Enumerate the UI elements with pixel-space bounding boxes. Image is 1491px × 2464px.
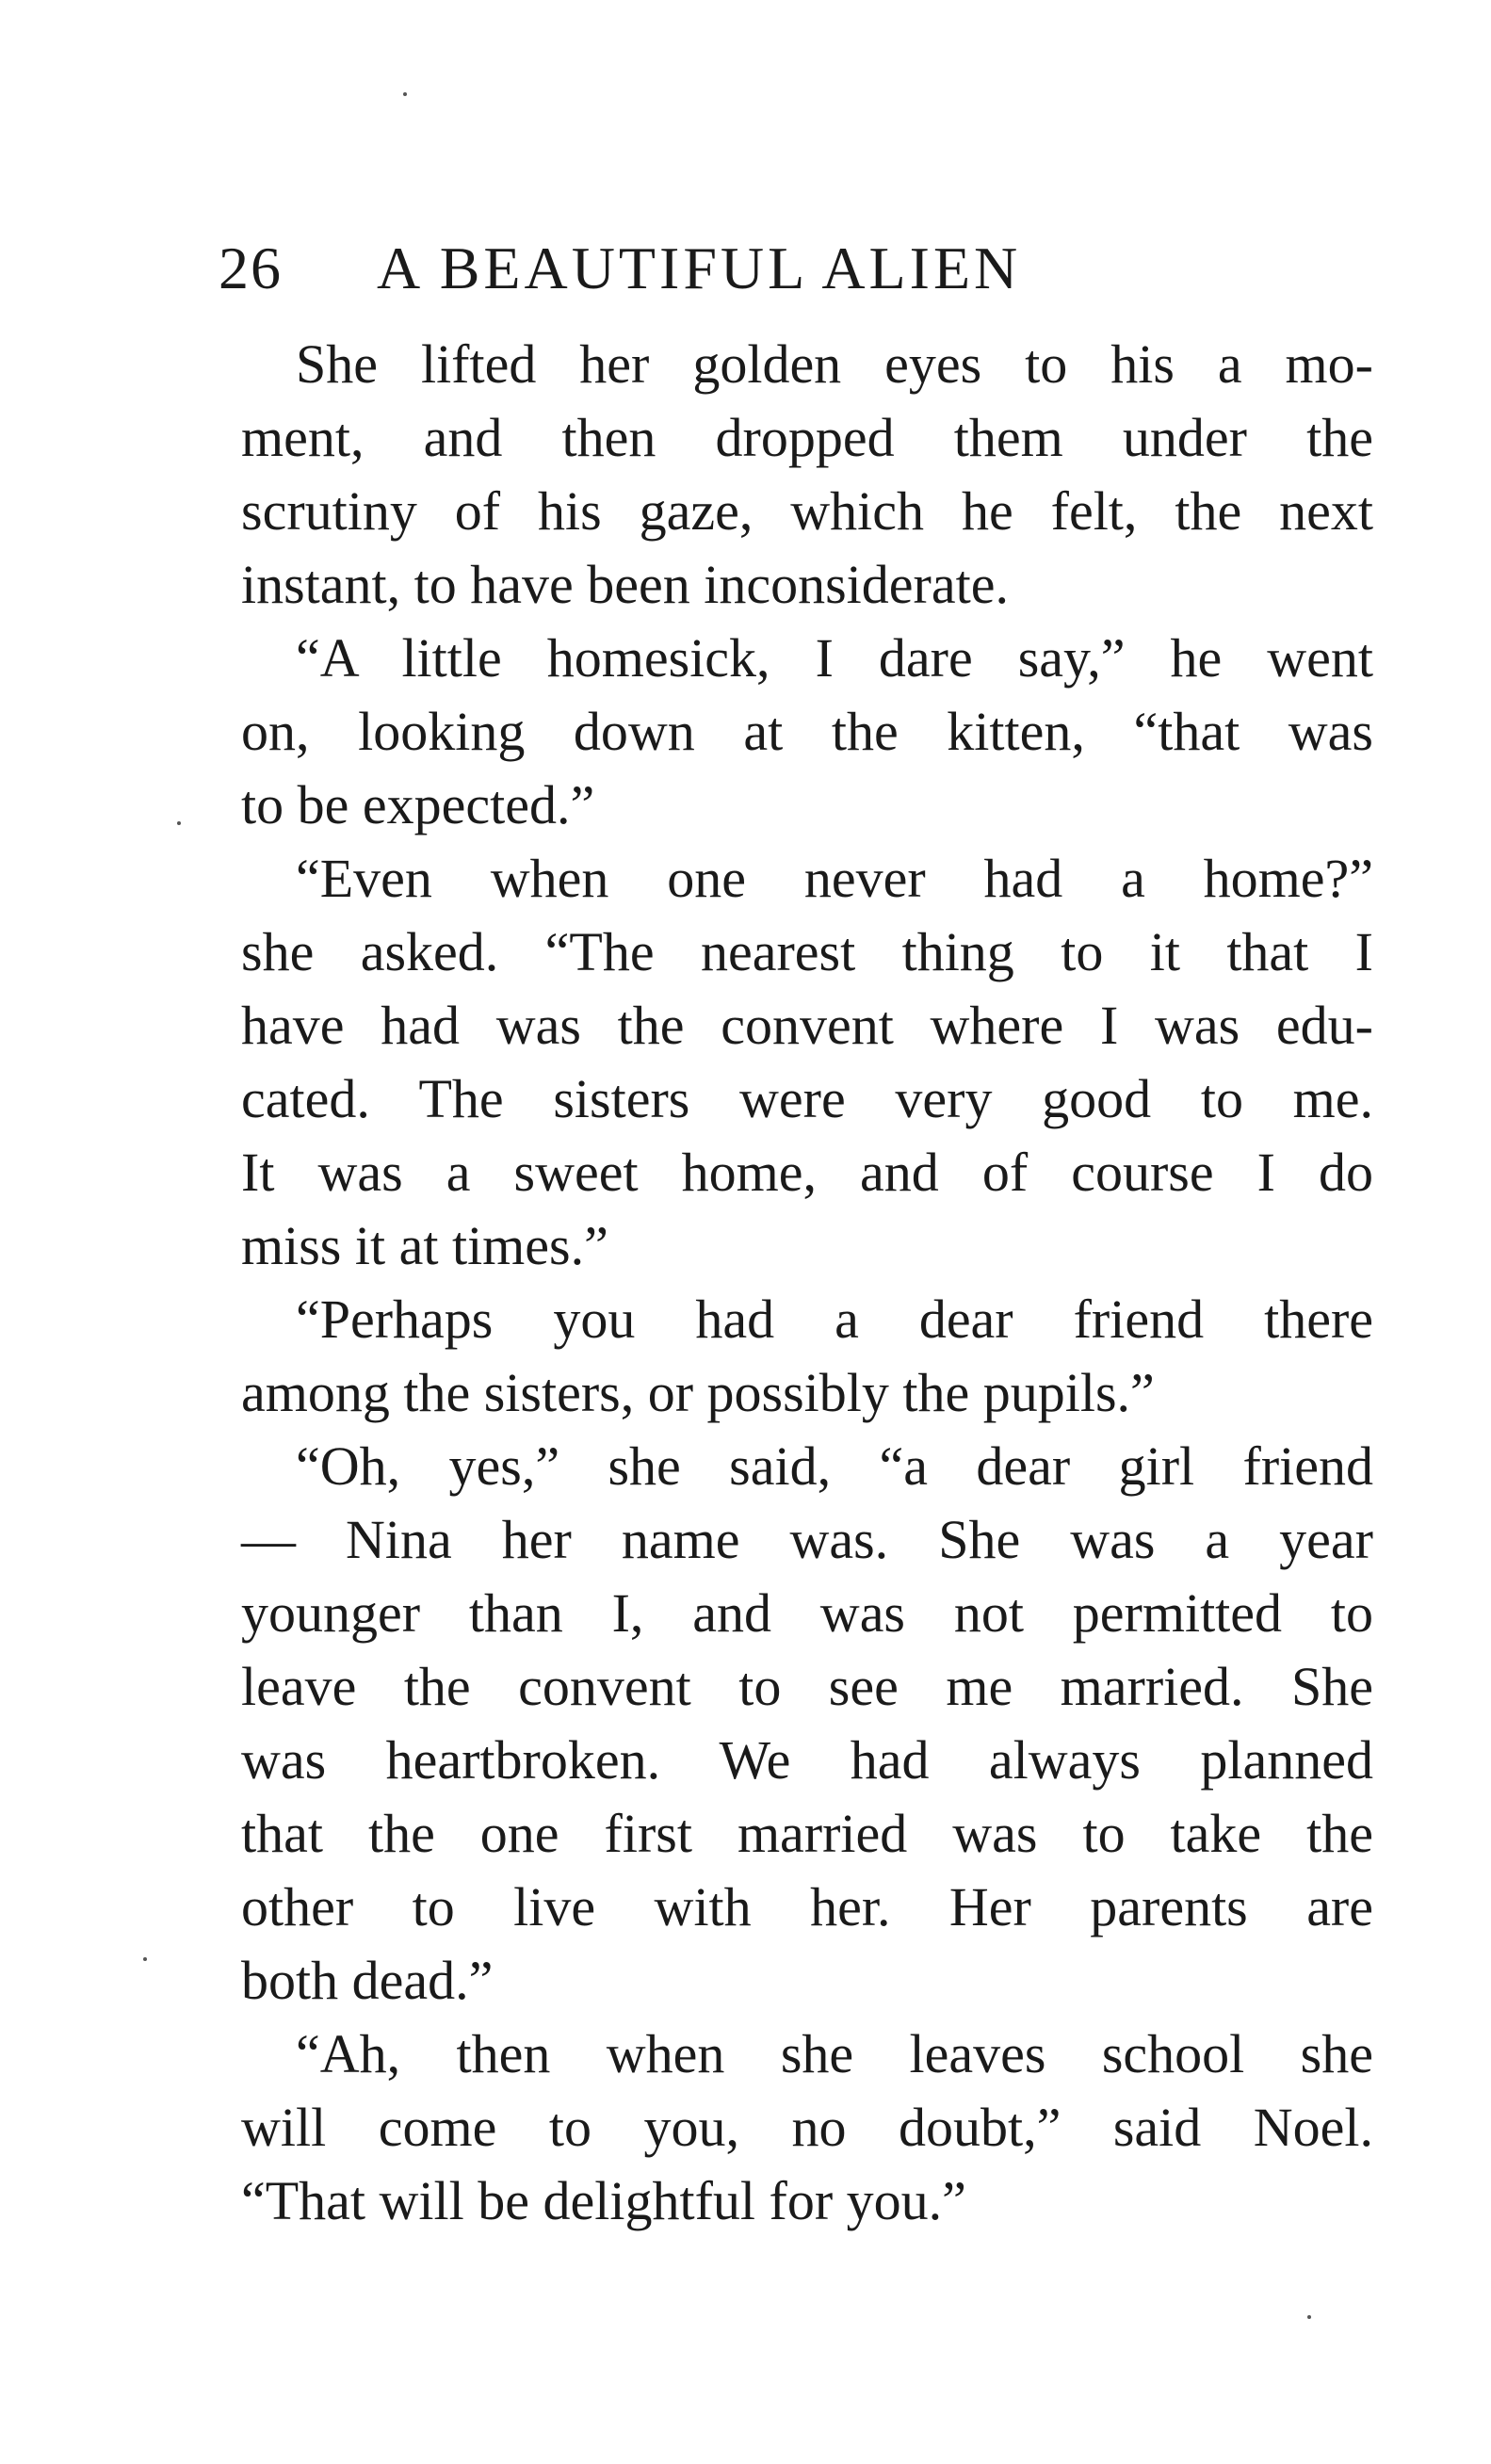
text-line: scrutiny of his gaze, which he felt, the next — [241, 480, 1373, 542]
text-line: other to live with her. Her parents are — [241, 1876, 1373, 1937]
text-line: instant, to have been inconsiderate. — [241, 554, 1009, 615]
text-line: both dead.” — [241, 1950, 494, 2011]
text-line: leave the convent to see me married. She — [241, 1656, 1373, 1717]
text-line: cated. The sisters were very good to me. — [241, 1068, 1373, 1129]
text-line: ment, and then dropped them under the — [241, 407, 1373, 468]
scan-speck — [1307, 2315, 1311, 2319]
scan-speck — [177, 821, 181, 825]
body-text — [241, 328, 1373, 2238]
text-line: miss it at times.” — [241, 1215, 608, 1276]
text-line: on, looking down at the kitten, “that was — [241, 701, 1373, 762]
text-line: “Oh, yes,” she said, “a dear girl friend — [296, 1435, 1373, 1497]
text-line: “A little homesick, I dare say,” he went — [296, 627, 1373, 689]
scan-speck — [143, 1957, 147, 1961]
text-line: “Perhaps you had a dear friend there — [296, 1289, 1373, 1350]
scan-speck — [403, 92, 407, 96]
text-line: was heartbroken. We had always planned — [241, 1729, 1373, 1791]
running-head — [219, 226, 1179, 311]
page-number: 26 — [219, 235, 283, 301]
text-line: to be expected.” — [241, 774, 595, 835]
text-line: She lifted her golden eyes to his a mo- — [296, 333, 1373, 395]
text-line: younger than I, and was not permitted to — [241, 1582, 1373, 1644]
text-line: that the one first married was to take the — [241, 1803, 1373, 1864]
text-line: have had was the convent where I was edu- — [241, 995, 1373, 1056]
text-line: among the sisters, or possibly the pupils.” — [241, 1362, 1155, 1423]
text-line: It was a sweet home, and of course I do — [241, 1142, 1373, 1203]
text-line: “Even when one never had a home?” — [296, 848, 1373, 909]
text-line: will come to you, no doubt,” said Noel. — [241, 2097, 1373, 2158]
text-line: “That will be delightful for you.” — [241, 2170, 966, 2231]
text-line: — Nina her name was. She was a year — [241, 1509, 1373, 1570]
book-title: A BEAUTIFUL ALIEN — [377, 235, 1022, 301]
text-line: she asked. “The nearest thing to it that I — [241, 921, 1373, 982]
text-line: “Ah, then when she leaves school she — [296, 2023, 1373, 2084]
